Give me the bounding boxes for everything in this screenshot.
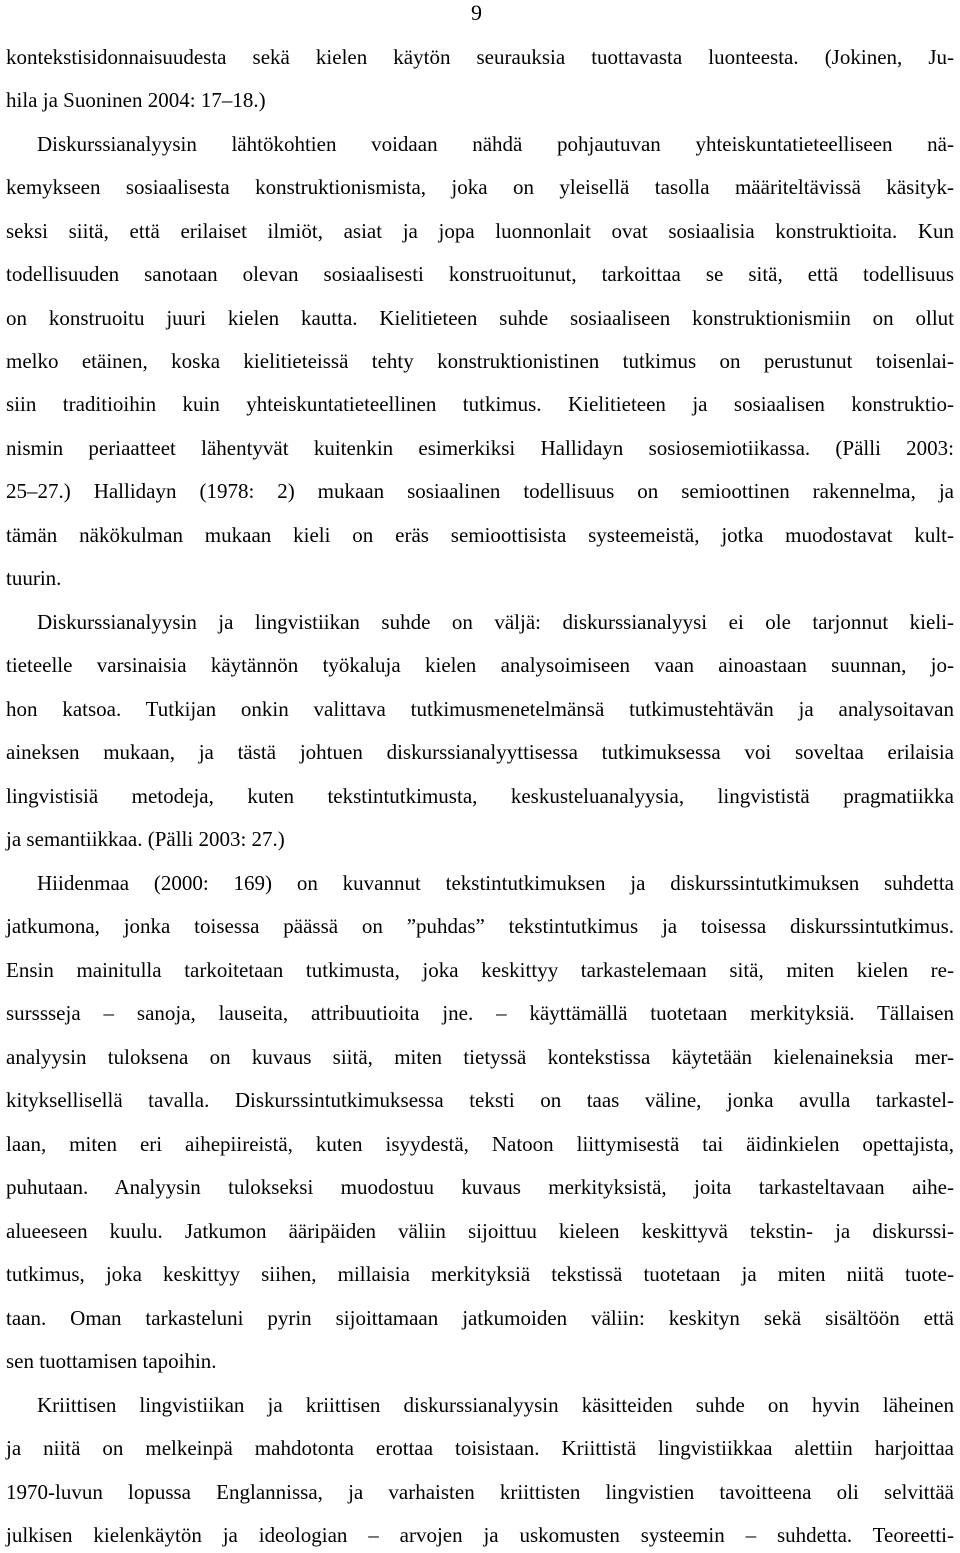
text-line: nismin periaatteet lähentyvät kuitenkin esimerkiksi Hallidayn sosiosemiotiikassa. (Pälli 2003: — [6, 436, 954, 460]
text-line: julkisen kielenkäytön ja ideologian – arvojen ja uskomusten systeemin – suhdetta. Teoreetti- — [6, 1523, 954, 1547]
text-line: hon katsoa. Tutkijan onkin valittava tutkimusmenetelmänsä tutkimustehtävän ja analysoitavan — [6, 697, 954, 721]
text-line: lingvistisiä metodeja, kuten tekstintutkimusta, keskusteluanalyysia, lingvististä pragmatiikka — [6, 784, 954, 808]
text-line: todellisuuden sanotaan olevan sosiaalisesti konstruoitunut, tarkoittaa se sitä, että todellisuus — [6, 262, 954, 286]
text-line: kityksellisellä tavalla. Diskurssintutkimuksessa teksti on taas väline, jonka avulla tarkastel- — [6, 1088, 954, 1112]
text-line: kontekstisidonnaisuudesta sekä kielen käytön seurauksia tuottavasta luonteesta. (Jokinen, Ju- — [6, 45, 954, 69]
text-line: Diskurssianalyysin lähtökohtien voidaan nähdä pohjautuvan yhteiskuntatieteelliseen nä- — [37, 132, 954, 156]
text-line: Diskurssianalyysin ja lingvistiikan suhde on väljä: diskurssianalyysi ei ole tarjonnut kieli- — [37, 610, 954, 634]
text-line: ja niitä on melkeinpä mahdotonta erottaa toisistaan. Kriittistä lingvistiikkaa alettiin harjoittaa — [6, 1436, 954, 1460]
text-line: surssseja – sanoja, lauseita, attribuutioita jne. – käyttämällä tuotetaan merkityksiä. Tällaisen — [6, 1001, 954, 1025]
text-line: Ensin mainitulla tarkoitetaan tutkimusta, joka keskittyy tarkastelemaan sitä, miten kielen re- — [6, 958, 954, 982]
page-number: 9 — [471, 0, 482, 25]
text-line: aineksen mukaan, ja tästä johtuen diskurssianalyyttisessa tutkimuksessa voi soveltaa erilaisia — [6, 740, 954, 764]
text-line: hila ja Suoninen 2004: 17–18.) — [6, 88, 266, 112]
text-line: seksi siitä, että erilaiset ilmiöt, asiat ja jopa luonnonlait ovat sosiaalisia konstruktioita. Kun — [6, 219, 954, 243]
text-line: jatkumona, jonka toisessa päässä on ”puhdas” tekstintutkimus ja toisessa diskurssintutkimus. — [6, 914, 954, 938]
text-line: tieteelle varsinaisia käytännön työkaluja kielen analysoimiseen vaan ainoastaan suunnan, jo- — [6, 653, 954, 677]
text-line: tutkimus, joka keskittyy siihen, millaisia merkityksiä tekstissä tuotetaan ja miten niitä tuote- — [6, 1262, 954, 1286]
text-line: alueeseen kuulu. Jatkumon ääripäiden väliin sijoittuu kieleen keskittyvä tekstin- ja diskurssi- — [6, 1219, 954, 1243]
text-line: 1970-luvun lopussa Englannissa, ja varhaisten kriittisten lingvistien tavoitteena oli selvittää — [6, 1480, 954, 1504]
text-line: sen tuottamisen tapoihin. — [6, 1349, 217, 1373]
text-line: siin traditioihin kuin yhteiskuntatieteellinen tutkimus. Kielitieteen ja sosiaalisen konstruktio- — [6, 392, 954, 416]
text-line: laan, miten eri aihepiireistä, kuten isyydestä, Natoon liittymisestä tai äidinkielen opettajista, — [6, 1132, 954, 1156]
text-line: puhutaan. Analyysin tulokseksi muodostuu kuvaus merkityksistä, joita tarkasteltavaan aihe- — [6, 1175, 954, 1199]
text-line: melko etäinen, koska kielitieteissä tehty konstruktionistinen tutkimus on perustunut toisenlai- — [6, 349, 954, 373]
text-line: 25–27.) Hallidayn (1978: 2) mukaan sosiaalinen todellisuus on semioottinen rakennelma, ja — [6, 479, 954, 503]
text-line: on konstruoitu juuri kielen kautta. Kielitieteen suhde sosiaaliseen konstruktionismiin on ollut — [6, 306, 954, 330]
text-line: taan. Oman tarkasteluni pyrin sijoittamaan jatkumoiden väliin: keskityn sekä sisältöön että — [6, 1306, 954, 1330]
text-line: kemykseen sosiaalisesta konstruktionismista, joka on yleisellä tasolla määriteltävissä käsityk- — [6, 175, 954, 199]
text-line: analyysin tuloksena on kuvaus siitä, miten tietyssä kontekstissa käytetään kielenaineksia mer- — [6, 1045, 954, 1069]
text-line: Kriittisen lingvistiikan ja kriittisen diskurssianalyysin käsitteiden suhde on hyvin läheinen — [37, 1393, 954, 1417]
text-line: Hiidenmaa (2000: 169) on kuvannut tekstintutkimuksen ja diskurssintutkimuksen suhdetta — [37, 871, 954, 895]
text-line: tuurin. — [6, 566, 62, 590]
text-line: ja semantiikkaa. (Pälli 2003: 27.) — [6, 827, 285, 851]
text-line: tämän näkökulman mukaan kieli on eräs semioottisista systeemeistä, jotka muodostavat kult- — [6, 523, 954, 547]
